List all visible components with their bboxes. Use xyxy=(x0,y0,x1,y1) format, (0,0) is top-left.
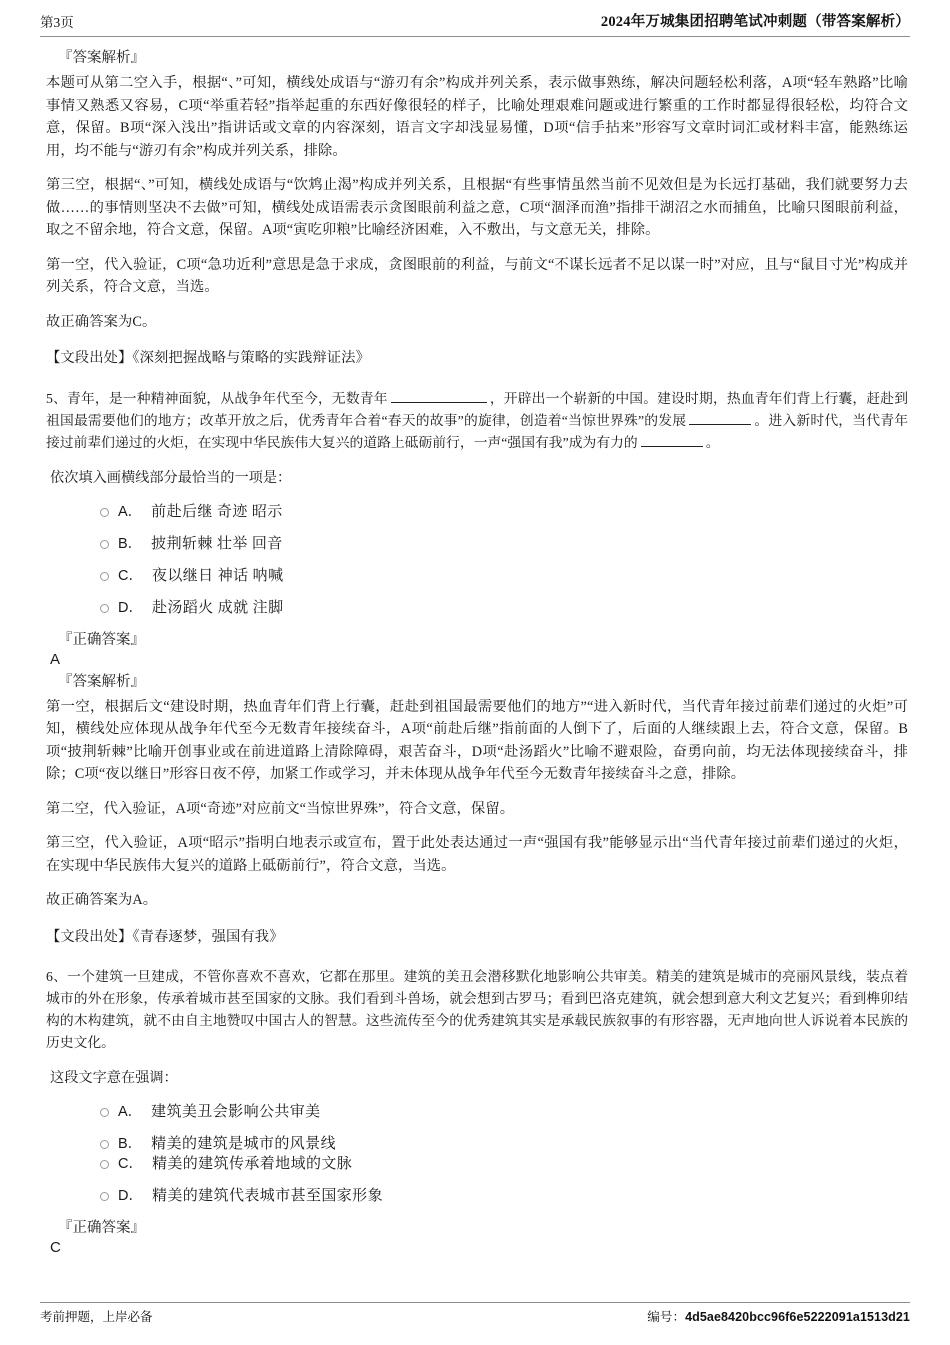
question-6-number: 6、 xyxy=(46,969,68,984)
footer-id-value: 4d5ae8420bcc96f6e5222091a1513d21 xyxy=(685,1310,910,1324)
question-5-option-c[interactable] xyxy=(100,566,908,587)
question-5-number: 5、 xyxy=(46,390,67,406)
option-key: C． xyxy=(118,1156,143,1172)
page-header xyxy=(40,14,910,37)
question-5-options xyxy=(46,502,908,619)
question-5-analysis-paragraph-3: 第三空，代入验证，A项“昭示”指明白地表示或宣布，置于此处表达通过一声“强国有我”能够显示出“当代青年接过前辈们递过的火炬，在实现中华民族伟大复兴的道路上砥砺前行”，符合文意，当选。 xyxy=(46,835,908,874)
radio-icon[interactable] xyxy=(100,572,109,581)
document-title: 2024年万城集团招聘笔试冲刺题（带答案解析） xyxy=(600,14,910,30)
q4-source: 【文段出处】《深刻把握战略与策略的实践辩证法》 xyxy=(46,350,370,366)
document-content xyxy=(46,48,908,1260)
question-6-correct-answer-label: 『正确答案』 xyxy=(58,1220,145,1236)
option-key: D． xyxy=(118,599,143,616)
option-label: 精美的建筑代表城市甚至国家形象 xyxy=(151,1188,383,1204)
q4-conclusion: 故正确答案为C。 xyxy=(46,313,157,330)
question-6-stem xyxy=(46,966,908,1054)
question-6-prompt: 这段文字意在强调： xyxy=(50,1070,178,1086)
option-key: B． xyxy=(118,1136,143,1152)
question-5-analysis-paragraph-2: 第二空，代入验证，A项“奇迹”对应前文“当惊世界殊”，符合文意，保留。 xyxy=(46,800,515,817)
option-label: 精美的建筑传承着地域的文脉 xyxy=(151,1156,353,1172)
option-label: 前赴后继 奇迹 昭示 xyxy=(151,503,283,520)
option-label: 精美的建筑是城市的风景线 xyxy=(151,1136,336,1152)
question-5-stem-part-3: 。进入新时代，当代青年接过前辈们递过的火炬，在实现中华民族伟大复兴的道路上砥砺前行，一声“强国有我”成为有力的 xyxy=(46,412,909,450)
question-5-option-a[interactable] xyxy=(100,502,908,523)
footer-id-label: 编号： xyxy=(647,1310,686,1324)
question-6-correct-answer-value: C xyxy=(50,1239,62,1256)
page-footer xyxy=(40,1302,910,1325)
question-6-options xyxy=(46,1102,908,1207)
question-5-stem xyxy=(46,388,908,454)
radio-icon[interactable] xyxy=(100,540,109,549)
option-key: D． xyxy=(118,1188,143,1204)
q4-analysis-label: 『答案解析』 xyxy=(58,50,145,66)
question-6-option-d[interactable] xyxy=(100,1186,908,1207)
radio-icon[interactable] xyxy=(100,1108,109,1117)
option-label: 披荆斩棘 壮举 回音 xyxy=(151,535,283,552)
q4-analysis-paragraph-2: 第三空，根据“、”可知，横线处成语与“饮鸩止渴”构成并列关系，且根据“有些事情虽然当前不见效但是为长远打基础，我们就要努力去做……的事情则坚决不去做”可知，横线处成语需表示贪图眼前利益之意，C项“涸泽而渔”指排干湖沼之水而捕鱼，比喻只图眼前利益，取之不留余地，符合文意，保留。A项“寅吃卯粮”比喻经济困难，入不敷出，与文意无关，排除。 xyxy=(46,177,908,238)
option-key: B． xyxy=(118,535,143,552)
radio-icon[interactable] xyxy=(100,1140,109,1149)
question-5-blank-2 xyxy=(689,411,751,425)
question-6-option-a[interactable] xyxy=(100,1102,908,1123)
footer-slogan: 考前押题，上岸必备 xyxy=(40,1310,153,1324)
radio-icon[interactable] xyxy=(100,508,109,517)
option-key: A． xyxy=(118,1104,143,1120)
radio-icon[interactable] xyxy=(100,1192,109,1201)
question-5-analysis-paragraph-1: 第一空，根据后文“建设时期，热血青年们背上行囊，赶赴到祖国最需要他们的地方”“进入新时代，当代青年接过前辈们递过的火炬”可知，横线处应体现从战争年代至今无数青年接续奋斗，A项“前赴后继”指前面的人倒下了，后面的人继续跟上去，符合文意，保留。B项“披荆斩棘”比喻开创事业或在前进道路上清除障碍，艰苦奋斗，D项“赴汤蹈火”比喻不避艰险，奋勇向前，均无法体现接续奋斗，排除；C项“夜以继日”形容日夜不停，加紧工作或学习，并未体现从战争年代至今无数青年接续奋斗之意，排除。 xyxy=(46,698,908,782)
question-5-correct-answer-label: 『正确答案』 xyxy=(58,631,145,648)
question-5-source: 【文段出处】《青春逐梦，强国有我》 xyxy=(46,928,284,945)
footer-document-id xyxy=(647,1309,910,1325)
question-5-prompt: 依次填入画横线部分最恰当的一项是： xyxy=(50,469,292,486)
option-label: 建筑美丑会影响公共审美 xyxy=(151,1104,321,1120)
question-6-option-b[interactable] xyxy=(100,1134,908,1155)
question-6-stem-text: 一个建筑一旦建成，不管你喜欢不喜欢，它都在那里。建筑的美丑会潜移默化地影响公共审美。精美的建筑是城市的亮丽风景线，装点着城市的外在形象，传承着城市甚至国家的文脉。我们看到斗兽场，就会想到古罗马；看到巴洛克建筑，就会想到意大利文艺复兴；看到榫卯结构的木构建筑，就不由自主地赞叹中国古人的智慧。这些流传至今的优秀建筑其实是承载民族叙事的有形容器，无声地向世人诉说着本民族的历史文化。 xyxy=(46,969,908,1050)
question-5-blank-3 xyxy=(641,433,703,447)
radio-icon[interactable] xyxy=(100,1160,109,1169)
question-5-analysis-label: 『答案解析』 xyxy=(58,673,145,690)
option-label: 赴汤蹈火 成就 注脚 xyxy=(151,599,284,616)
question-5-option-b[interactable] xyxy=(100,534,908,555)
question-5-stem-part-2: ，开辟出一个崭新的中国。建设时期，热血青年们背上行囊，赶赴到祖国最需要他们的地方；改革开放之后，优秀青年合着“春天的故事”的旋律，创造着“当惊世界殊”的发展 xyxy=(46,390,909,428)
question-6-option-c[interactable] xyxy=(100,1154,908,1175)
option-key: C． xyxy=(118,567,143,584)
question-5-correct-answer-value: A xyxy=(50,650,61,668)
q4-analysis-paragraph-1: 本题可从第二空入手，根据“、”可知，横线处成语与“游刃有余”构成并列关系，表示做事熟练，解决问题轻松利落，A项“轻车熟路”比喻事情又熟悉又容易，C项“举重若轻”指举起重的东西好像很轻的样子，比喻处理艰难问题或进行繁重的工作时都显得很轻松，均符合文意，保留。B项“深入浅出”指讲话或文章的内容深刻，语言文字却浅显易懂，D项“信手拈来”形容写文章时词汇或材料丰富，能熟练运用，均不能与“游刃有余”构成并列关系，排除。 xyxy=(46,75,908,159)
option-key: A． xyxy=(118,503,143,520)
question-5-stem-part-1: 青年，是一种精神面貌，从战争年代至今，无数青年 xyxy=(67,390,388,406)
question-5-stem-part-4: 。 xyxy=(705,434,720,450)
question-5-blank-1 xyxy=(391,389,487,403)
radio-icon[interactable] xyxy=(100,604,109,613)
q4-analysis-paragraph-3: 第一空，代入验证，C项“急功近利”意思是急于求成，贪图眼前的利益，与前文“不谋长远者不足以谋一时”对应，且与“鼠目寸光”构成并列关系，符合文意，当选。 xyxy=(46,256,908,295)
page-number-label: 第3页 xyxy=(40,15,74,30)
question-5-option-d[interactable] xyxy=(100,598,908,619)
option-label: 夜以继日 神话 呐喊 xyxy=(151,567,284,584)
question-5-conclusion: 故正确答案为A。 xyxy=(46,892,158,908)
